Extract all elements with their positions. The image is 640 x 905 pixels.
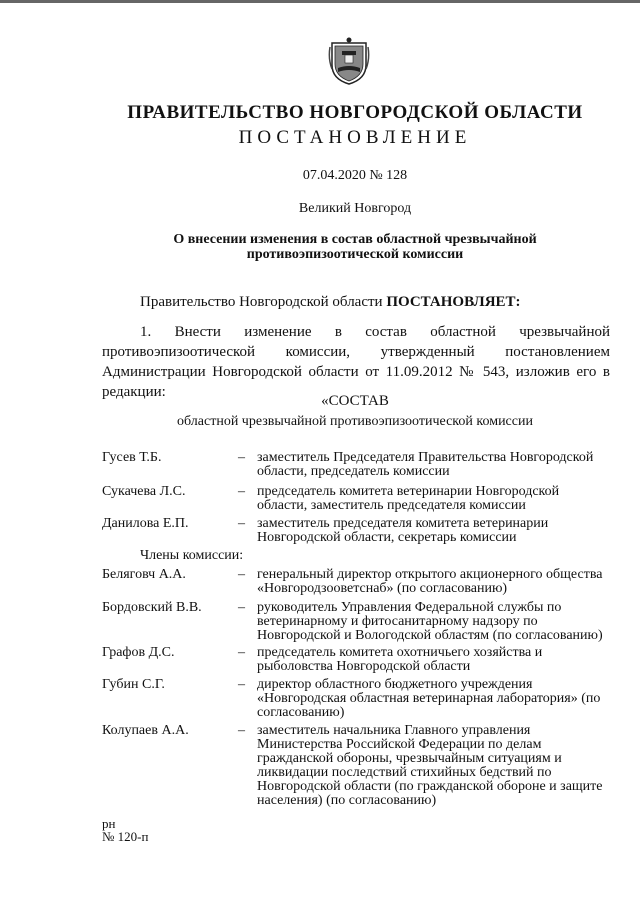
member-role: заместитель начальника Главного управления Министерства Российской Федерации по делам гражданской обороны, чрезвычайным ситуациям и ликвидации последствий стихийных бедствий по Новгородской области (по гражданской обороне и защите населения) (по согласованию) xyxy=(257,723,603,808)
member-dash: – xyxy=(238,600,245,615)
document-date-number: 07.04.2020 № 128 xyxy=(302,168,408,183)
scan-edge-line xyxy=(0,0,640,3)
member-dash: – xyxy=(238,567,245,582)
member-name: Беляговч А.А. xyxy=(102,567,186,582)
member-name: Графов Д.С. xyxy=(102,645,175,660)
document-subject xyxy=(0,232,640,262)
member-role: председатель комитета ветеринарии Новгородской области, заместитель председателя комиссии xyxy=(257,484,560,513)
government-name: ПРАВИТЕЛЬСТВО НОВГОРОДСКОЙ ОБЛАСТИ xyxy=(127,102,583,123)
member-dash: – xyxy=(238,516,245,531)
member-role: председатель комитета охотничьего хозяйства и рыболовства Новгородской области xyxy=(257,645,543,674)
member-name: Колупаев А.А. xyxy=(102,723,189,738)
members-label: Члены комиссии: xyxy=(140,548,244,563)
document-type: ПОСТАНОВЛЕНИЕ xyxy=(238,127,472,148)
resolution-lead xyxy=(140,294,521,311)
footer-initials: рн xyxy=(102,816,116,831)
member-role: генеральный директор открытого акционерного общества «Новгородзооветснаб» (по согласованию) xyxy=(257,567,603,596)
document-city: Великий Новгород xyxy=(298,201,412,216)
member-name: Бордовский В.В. xyxy=(102,600,202,615)
member-name: Губин С.Г. xyxy=(102,677,165,692)
member-name: Данилова Е.П. xyxy=(102,516,189,531)
member-name: Сукачева Л.С. xyxy=(102,484,186,499)
member-dash: – xyxy=(238,450,245,465)
subject-line-2: противоэпизоотической комиссии xyxy=(246,247,464,262)
member-dash: – xyxy=(238,723,245,738)
composition-title: «СОСТАВ xyxy=(321,393,389,409)
resolution-paragraph: 1. Внести изменение в состав областной чрезвычайной противоэпизоотической комиссии, утвержденный постановлением Администрации Новгородской области от 11.09.2012 № 543, изложив его в редакции: xyxy=(102,324,610,400)
composition-subtitle: областной чрезвычайной противоэпизоотической комиссии xyxy=(177,414,533,429)
footer-number: № 120-п xyxy=(102,829,149,844)
resolution-lead-text: Правительство Новгородской области xyxy=(140,294,387,310)
member-role: заместитель Председателя Правительства Новгородской области, председатель комиссии xyxy=(257,450,594,479)
subject-line-1: О внесении изменения в состав областной чрезвычайной xyxy=(173,232,537,247)
member-dash: – xyxy=(238,677,245,692)
resolution-keyword: ПОСТАНОВЛЯЕТ: xyxy=(386,294,521,310)
document-footer xyxy=(102,817,148,843)
member-role: директор областного бюджетного учреждения «Новгородская областная ветеринарная лаборатория» (по согласованию) xyxy=(257,677,601,720)
member-role: заместитель председателя комитета ветеринарии Новгородской области, секретарь комиссии xyxy=(257,516,549,545)
member-role: руководитель Управления Федеральной службы по ветеринарному и фитосанитарному надзору по Новгородской и Вологодской областям (по согласованию) xyxy=(257,600,603,643)
member-name: Гусев Т.Б. xyxy=(102,450,162,465)
member-dash: – xyxy=(238,645,245,660)
member-dash: – xyxy=(238,484,245,499)
coat-of-arms-icon xyxy=(328,37,370,85)
